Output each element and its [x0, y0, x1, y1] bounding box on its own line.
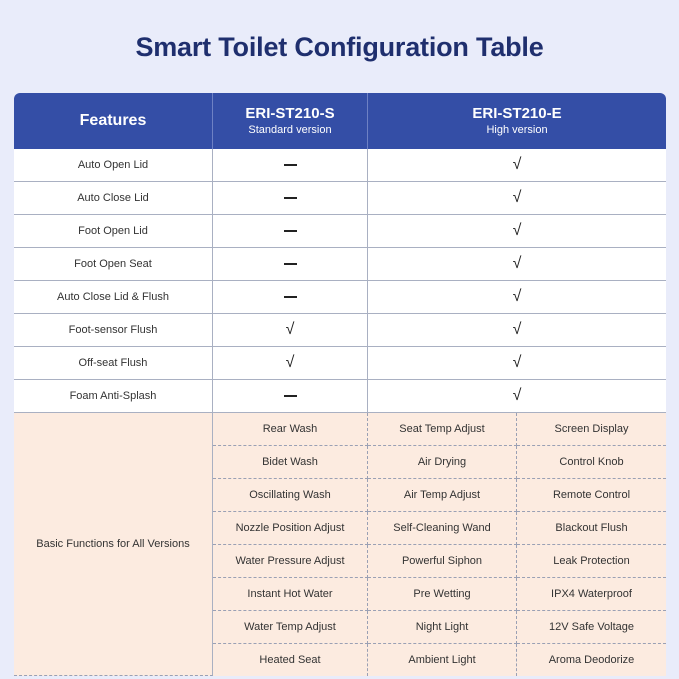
basic-function-cell: Water Temp Adjust	[213, 611, 368, 644]
basic-function-row	[14, 413, 666, 446]
basic-function-cell: Pre Wetting	[368, 578, 517, 611]
feature-row	[14, 248, 666, 281]
high-cell	[368, 347, 666, 380]
feature-name: Foam Anti-Splash	[14, 380, 213, 413]
basic-function-cell: Blackout Flush	[517, 512, 666, 545]
basic-function-cell: Oscillating Wash	[213, 479, 368, 512]
standard-model-name: ERI-ST210-S	[245, 105, 335, 122]
feature-row	[14, 281, 666, 314]
basic-function-cell: Air Temp Adjust	[368, 479, 517, 512]
standard-version-label: Standard version	[248, 124, 332, 136]
high-version-label: High version	[486, 124, 548, 136]
header-row	[14, 93, 666, 149]
check-mark-icon: √	[512, 255, 522, 272]
standard-cell	[213, 248, 368, 281]
high-cell	[368, 380, 666, 413]
high-version-header	[368, 93, 666, 149]
basic-function-cell: Bidet Wash	[213, 446, 368, 479]
dash-icon	[284, 197, 297, 199]
check-mark-icon: √	[512, 189, 522, 206]
dash-icon	[284, 296, 297, 298]
standard-cell	[213, 281, 368, 314]
feature-row	[14, 314, 666, 347]
high-model-name: ERI-ST210-E	[472, 105, 562, 122]
standard-cell	[213, 314, 368, 347]
feature-name: Foot-sensor Flush	[14, 314, 213, 347]
check-mark-icon: √	[512, 354, 522, 371]
feature-name: Auto Close Lid	[14, 182, 213, 215]
feature-name: Auto Close Lid & Flush	[14, 281, 213, 314]
basic-function-cell: Instant Hot Water	[213, 578, 368, 611]
basic-function-cell: IPX4 Waterproof	[517, 578, 666, 611]
basic-function-cell: Aroma Deodorize	[517, 644, 666, 676]
dash-icon	[284, 164, 297, 166]
standard-version-header	[213, 93, 368, 149]
basic-functions-body	[14, 413, 666, 676]
feature-name: Foot Open Seat	[14, 248, 213, 281]
check-mark-icon: √	[512, 156, 522, 173]
dash-icon	[284, 395, 297, 397]
standard-cell	[213, 380, 368, 413]
features-header	[14, 93, 213, 149]
dash-icon	[284, 263, 297, 265]
basic-function-cell: Night Light	[368, 611, 517, 644]
high-cell	[368, 281, 666, 314]
check-mark-icon: √	[285, 321, 295, 338]
basic-function-cell: Leak Protection	[517, 545, 666, 578]
basic-function-cell: Seat Temp Adjust	[368, 413, 517, 446]
standard-cell	[213, 215, 368, 248]
basic-function-cell: Control Knob	[517, 446, 666, 479]
check-mark-icon: √	[512, 321, 522, 338]
feature-name: Foot Open Lid	[14, 215, 213, 248]
features-header-label: Features	[79, 112, 147, 129]
standard-cell	[213, 149, 368, 182]
basic-function-cell: Rear Wash	[213, 413, 368, 446]
feature-row	[14, 380, 666, 413]
dash-icon	[284, 230, 297, 232]
feature-row	[14, 215, 666, 248]
basic-function-cell: Powerful Siphon	[368, 545, 517, 578]
check-mark-icon: √	[285, 354, 295, 371]
high-cell	[368, 248, 666, 281]
basic-functions-label: Basic Functions for All Versions	[14, 413, 213, 676]
check-mark-icon: √	[512, 387, 522, 404]
features-body	[14, 149, 666, 413]
basic-function-cell: Nozzle Position Adjust	[213, 512, 368, 545]
configuration-table	[14, 93, 666, 676]
basic-function-cell: 12V Safe Voltage	[517, 611, 666, 644]
high-cell	[368, 149, 666, 182]
basic-function-cell: Water Pressure Adjust	[213, 545, 368, 578]
feature-name: Auto Open Lid	[14, 149, 213, 182]
basic-function-cell: Screen Display	[517, 413, 666, 446]
feature-row	[14, 149, 666, 182]
high-cell	[368, 314, 666, 347]
page-title: Smart Toilet Configuration Table	[135, 32, 544, 62]
feature-name: Off-seat Flush	[14, 347, 213, 380]
standard-cell	[213, 347, 368, 380]
feature-row	[14, 347, 666, 380]
feature-row	[14, 182, 666, 215]
basic-function-cell: Remote Control	[517, 479, 666, 512]
basic-function-cell: Heated Seat	[213, 644, 368, 676]
basic-function-cell: Self-Cleaning Wand	[368, 512, 517, 545]
high-cell	[368, 215, 666, 248]
basic-function-cell: Ambient Light	[368, 644, 517, 676]
standard-cell	[213, 182, 368, 215]
check-mark-icon: √	[512, 222, 522, 239]
high-cell	[368, 182, 666, 215]
check-mark-icon: √	[512, 288, 522, 305]
basic-function-cell: Air Drying	[368, 446, 517, 479]
